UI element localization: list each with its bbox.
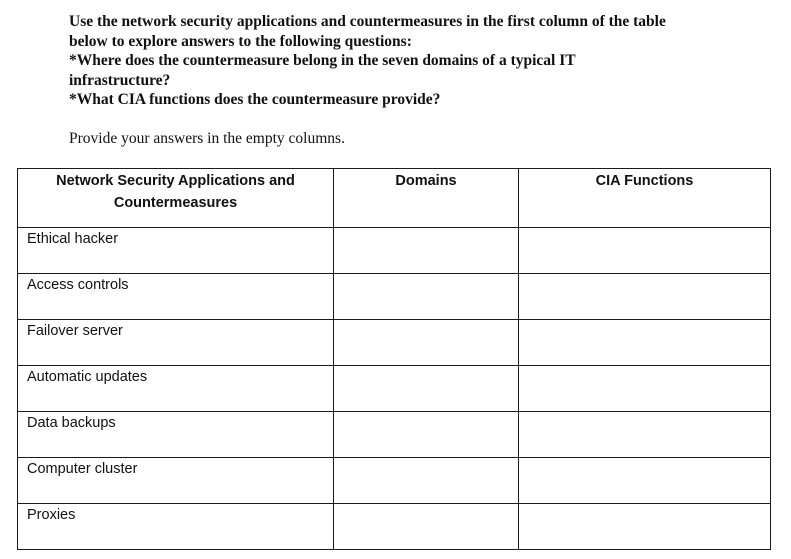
table-row <box>18 458 771 504</box>
countermeasures-table <box>17 168 771 550</box>
header-domains: Domains <box>334 169 519 228</box>
cia-answer-cell[interactable] <box>519 458 771 504</box>
row-item: Access controls <box>18 274 334 320</box>
domains-answer-cell[interactable] <box>334 228 519 274</box>
row-item: Automatic updates <box>18 366 334 412</box>
question-cia: *What CIA functions does the countermeasure provide? <box>69 91 441 108</box>
instruction-line-1: Use the network security applications and countermeasures in the first column of the table <box>69 13 666 30</box>
domains-answer-cell[interactable] <box>334 504 519 550</box>
cia-answer-cell[interactable] <box>519 274 771 320</box>
instructions-block <box>69 12 749 148</box>
table-row <box>18 274 771 320</box>
question-domains-line-1: *Where does the countermeasure belong in the seven domains of a typical IT <box>69 52 576 69</box>
row-item: Failover server <box>18 320 334 366</box>
domains-answer-cell[interactable] <box>334 458 519 504</box>
cia-answer-cell[interactable] <box>519 412 771 458</box>
table-row <box>18 504 771 550</box>
instruction-line-2: below to explore answers to the following questions: <box>69 32 412 50</box>
table-row <box>18 412 771 458</box>
domains-answer-cell[interactable] <box>334 366 519 412</box>
cia-answer-cell[interactable] <box>519 228 771 274</box>
header-applications-line-1: Network Security Applications and <box>56 173 295 189</box>
question-domains-line-2: infrastructure? <box>69 71 171 89</box>
header-cia-functions: CIA Functions <box>519 169 771 228</box>
domains-answer-cell[interactable] <box>334 320 519 366</box>
cia-answer-cell[interactable] <box>519 320 771 366</box>
table-row <box>18 320 771 366</box>
cia-answer-cell[interactable] <box>519 366 771 412</box>
row-item: Data backups <box>18 412 334 458</box>
row-item: Proxies <box>18 504 334 550</box>
table-row <box>18 366 771 412</box>
row-item: Computer cluster <box>18 458 334 504</box>
table-row <box>18 228 771 274</box>
row-item: Ethical hacker <box>18 228 334 274</box>
provide-answers-note: Provide your answers in the empty columns. <box>69 129 345 147</box>
header-applications-line-2: Countermeasures <box>113 195 238 211</box>
domains-answer-cell[interactable] <box>334 274 519 320</box>
table-header-row <box>18 169 771 228</box>
cia-answer-cell[interactable] <box>519 504 771 550</box>
domains-answer-cell[interactable] <box>334 412 519 458</box>
header-applications <box>18 169 334 228</box>
